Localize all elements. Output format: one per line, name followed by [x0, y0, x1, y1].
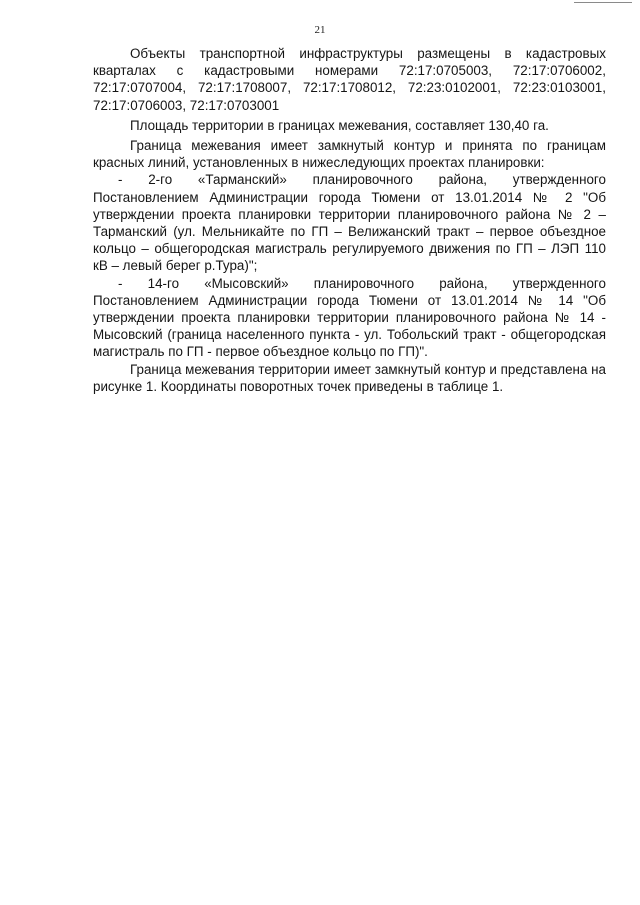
word: 14-го: [147, 275, 180, 291]
document-body: [93, 45, 606, 395]
word: номерами: [315, 63, 379, 79]
list-item-mysovsky: [93, 275, 606, 361]
paragraph-figure-reference: Граница межевания территории имеет замкнутый контур и представлена на рисунке 1. Координаты поворотных точек приведены в таблице 1.: [93, 361, 606, 394]
list-dash: -: [118, 275, 123, 291]
cadastral-number: 72:17:1708012,: [302, 80, 397, 96]
list-item-text: Постановлением Администрации города Тюмени от 13.01.2014 № 14 "Об утверждении проекта планировки территории планировочного района № 14 - Мысовский (граница населенного пункта - ул. Тобольский тракт - общегородская магистраль по ГП - первое объездное кольцо по ГП)".: [93, 292, 606, 360]
word: утвержденного: [512, 275, 606, 291]
paragraph-cadastral-quarters: [93, 45, 606, 114]
paragraph-line: 72:17:0706003, 72:17:0703001: [93, 97, 280, 113]
word: инфраструктуры: [299, 46, 403, 61]
word: Объекты: [130, 46, 186, 61]
cadastral-number: 72:23:0102001,: [407, 80, 501, 96]
paragraph-boundary: Граница межевания имеет замкнутый контур и принята по границам красных линий, установленных в нижеследующих проектах планировки:: [93, 138, 606, 171]
word: планировочного: [313, 275, 415, 291]
word: размещены: [417, 46, 491, 61]
page-number: 21: [314, 24, 326, 36]
cadastral-number: 72:23:0103001,: [512, 80, 606, 96]
paragraph-area: Площадь территории в границах межевания, составляет 130,40 га.: [130, 117, 549, 133]
word: «Мысовский»: [204, 275, 289, 291]
word: района,: [438, 172, 488, 188]
list-item-first-line: [93, 275, 606, 292]
word: планировочного: [312, 172, 413, 188]
word: «Тарманский»: [197, 172, 287, 188]
word: района,: [439, 275, 488, 291]
word: 2-го: [148, 172, 173, 188]
paragraph-line: [93, 79, 606, 96]
word: утвержденного: [512, 172, 606, 188]
paragraph-line: [93, 62, 606, 79]
corner-scan-line: [574, 2, 632, 3]
word: кадастровых: [525, 46, 606, 61]
word: кадастровыми: [204, 63, 295, 79]
cadastral-number: 72:17:0705003,: [398, 63, 493, 79]
list-dash: -: [118, 172, 123, 188]
list-item-tarmansky: [93, 171, 606, 274]
paragraph-line: [93, 45, 606, 62]
word: кварталах: [93, 63, 156, 79]
cadastral-number: 72:17:1708007,: [197, 80, 292, 96]
list-item-text: Постановлением Администрации города Тюмени от 13.01.2014 № 2 "Об утверждении проекта планировки территории планировочного района № 2 – Тарманский (ул. Мельникайте по ГП – Велижанский тракт – первое объездное кольцо – общегородская магистраль регулируемого движения по ГП – ЛЭП 110 кВ – левый берег р.Тура)";: [93, 189, 606, 274]
word: транспортной: [199, 46, 286, 61]
cadastral-number: 72:17:0707004,: [93, 80, 187, 96]
cadastral-number: 72:17:0706002,: [512, 63, 606, 79]
word: в: [504, 46, 512, 61]
list-item-first-line: [93, 171, 606, 188]
word: с: [176, 63, 184, 79]
